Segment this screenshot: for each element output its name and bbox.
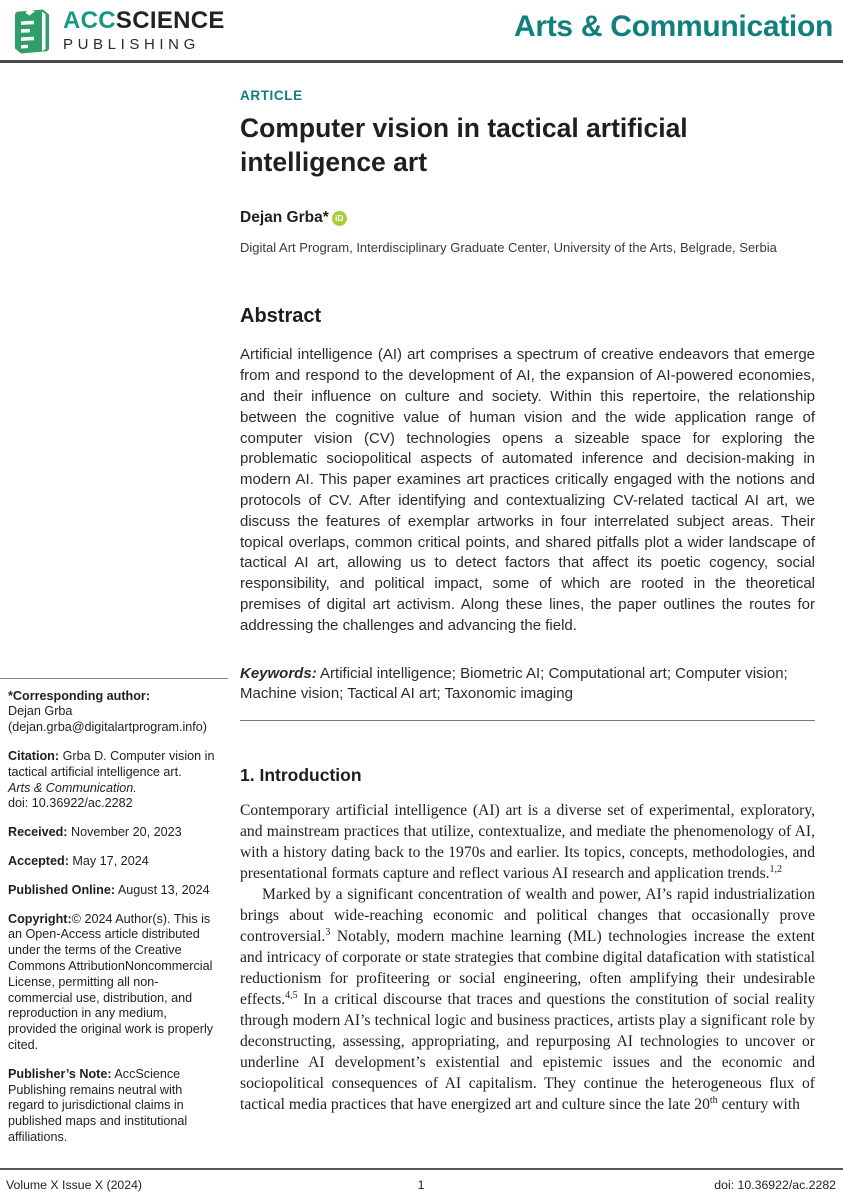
accepted-label: Accepted: xyxy=(8,853,69,868)
footer-volume-issue: Volume X Issue X (2024) xyxy=(6,1178,143,1192)
abstract-text: Artificial intelligence (AI) art comprises a spectrum of creative endeavors that emerge from and respond to the development of AI, the expansion of AI-powered economies, and their influence on culture and society. Within this repertoire, the relationship between the cognitive value of human vision and the wide application range of computer vision (CV) technologies opens a sizeable space for exploring the problematic sociopolitical aspects of automated inference and decision-making in modern AI. This paper examines art practices critically engaged with the notions and protocols of CV. After identifying and contextualizing CV-related tactical AI art, we discuss the features of exemplar artworks in four interrelated subject areas. Their topical overlaps, common critical points, and shared pitfalls plot a wider landscape of tactical AI art, allowing us to detect factors that affect its poetic cogency, social responsibility, and political impact, some of which are rooted in the theoretical premises of digital art activism. Along these lines, the paper outlines the routes for addressing the challenges and advancing the field. xyxy=(240,346,815,634)
received-block xyxy=(8,825,218,841)
orcid-icon[interactable]: iD xyxy=(332,211,347,226)
article-type-label: ARTICLE xyxy=(240,87,303,103)
paragraph-text: Marked by a significant concentration of wealth and power, AI’s rapid industrialization brings about wide-reaching economic and political changes that occasionally prove controversial. xyxy=(240,885,815,945)
published-online-block xyxy=(8,883,218,899)
publisher-note-text: AccScience Publishing remains neutral with regard to jurisdictional claims in published maps and institutional affiliations. xyxy=(8,1066,188,1144)
accepted-block xyxy=(8,854,218,870)
citation-superscript[interactable]: 4,5 xyxy=(285,989,298,1001)
keywords-text: Artificial intelligence; Biometric AI; Computational art; Computer vision; Machine vision; Tactical AI art; Taxonomic imaging xyxy=(240,664,788,703)
publisher-note-label: Publisher’s Note: xyxy=(8,1066,112,1081)
copyright-text: © 2024 Author(s). This is an Open-Access article distributed under the terms of the Creative Commons AttributionNoncommercial License, permitting all non-commercial use, distribution, and reproduction in any medium, provided the original work is properly cited. xyxy=(8,911,214,1052)
paper-title: Computer vision in tactical artificial intelligence art xyxy=(240,112,688,178)
page-footer xyxy=(0,1168,843,1200)
citation-doi: doi: 10.36922/ac.2282 xyxy=(8,796,133,811)
paragraph-text: Notably, modern machine learning (ML) technologies increase the extent and intricacy of corporate or state strategies that combine digital datafication with statistical reductionism for profiteering or social engineering, often amplifying their undesirable effects. xyxy=(240,927,815,1008)
author-line xyxy=(240,209,815,227)
corresponding-author-block xyxy=(8,689,218,736)
introduction-paragraph-1 xyxy=(240,800,815,884)
publisher-logo-text xyxy=(63,8,225,53)
citation-superscript[interactable]: 3 xyxy=(325,926,331,938)
author-affiliation: Digital Art Program, Interdisciplinary Graduate Center, University of the Arts, Belgrade, Serbia xyxy=(240,240,777,256)
publisher-note-block xyxy=(8,1067,218,1146)
masthead xyxy=(0,0,843,56)
accepted-date: May 17, 2024 xyxy=(68,853,149,868)
citation-journal: Arts & Communication. xyxy=(8,780,137,795)
columns-area xyxy=(0,664,843,1159)
abstract-section xyxy=(240,305,815,636)
author-name: Dejan Grba* xyxy=(240,209,329,227)
copyright-label: Copyright: xyxy=(8,911,72,926)
title-block xyxy=(240,88,815,256)
corresponding-author-label: *Corresponding author: xyxy=(8,688,151,703)
citation-superscript[interactable]: 1,2 xyxy=(769,863,783,875)
citation-text: Grba D. Computer vision in tactical artificial intelligence art. xyxy=(8,748,215,779)
ordinal-superscript: th xyxy=(709,1094,718,1106)
paragraph-text: Contemporary artificial intelligence (AI) art is a diverse set of experimental, exploratory, and mainstream practices that utilize, contextualize, and mediate the phenomenology of AI, with a history dating back to the 1970s and earlier. Its topics, concepts, methodologies, and presentational formats capture and reflect various AI research and application trends. xyxy=(240,801,815,882)
header-divider xyxy=(0,60,843,63)
main-column xyxy=(240,664,815,1115)
footer-doi: doi: 10.36922/ac.2282 xyxy=(714,1178,837,1192)
copyright-block xyxy=(8,912,218,1054)
received-date: November 20, 2023 xyxy=(67,825,182,840)
abstract-heading: Abstract xyxy=(240,305,322,328)
footer-page-number: 1 xyxy=(417,1178,425,1192)
citation-label: Citation: xyxy=(8,748,60,763)
keywords-divider xyxy=(240,720,815,721)
introduction-paragraph-2 xyxy=(240,884,815,1115)
logo-publishing: PUBLISHING xyxy=(63,36,200,54)
article-info-sidebar xyxy=(0,678,228,1159)
publisher-logo xyxy=(8,8,225,60)
journal-title: Arts & Communication xyxy=(513,10,833,43)
received-label: Received: xyxy=(8,825,68,840)
paragraph-text: century with xyxy=(717,1095,800,1113)
logo-science: SCIENCE xyxy=(115,7,225,34)
introduction-heading: 1. Introduction xyxy=(240,764,362,785)
published-online-label: Published Online: xyxy=(8,882,116,897)
corresponding-author-name: Dejan Grba xyxy=(8,704,73,719)
corresponding-author-email[interactable]: (dejan.grba@digitalartprogram.info) xyxy=(8,720,207,735)
logo-acc: ACC xyxy=(63,7,116,34)
paragraph-text: In a critical discourse that traces and questions the constitution of social reality through modern AI’s technical logic and business practices, artists play a significant role by deconstructing, assessing, appropriating, and repurposing AI technologies to uncover or underline AI development’s existential and epistemic issues and the economic and sociopolitical consequences of AI capitalism. They continue the heterogeneous flux of tactical media practices that have energized art and culture since the late 20 xyxy=(240,990,815,1113)
keywords-label: Keywords: xyxy=(240,664,317,682)
accscience-book-icon xyxy=(8,8,54,60)
citation-block xyxy=(8,749,218,812)
keywords-block xyxy=(240,664,815,705)
published-online-date: August 13, 2024 xyxy=(115,882,210,897)
